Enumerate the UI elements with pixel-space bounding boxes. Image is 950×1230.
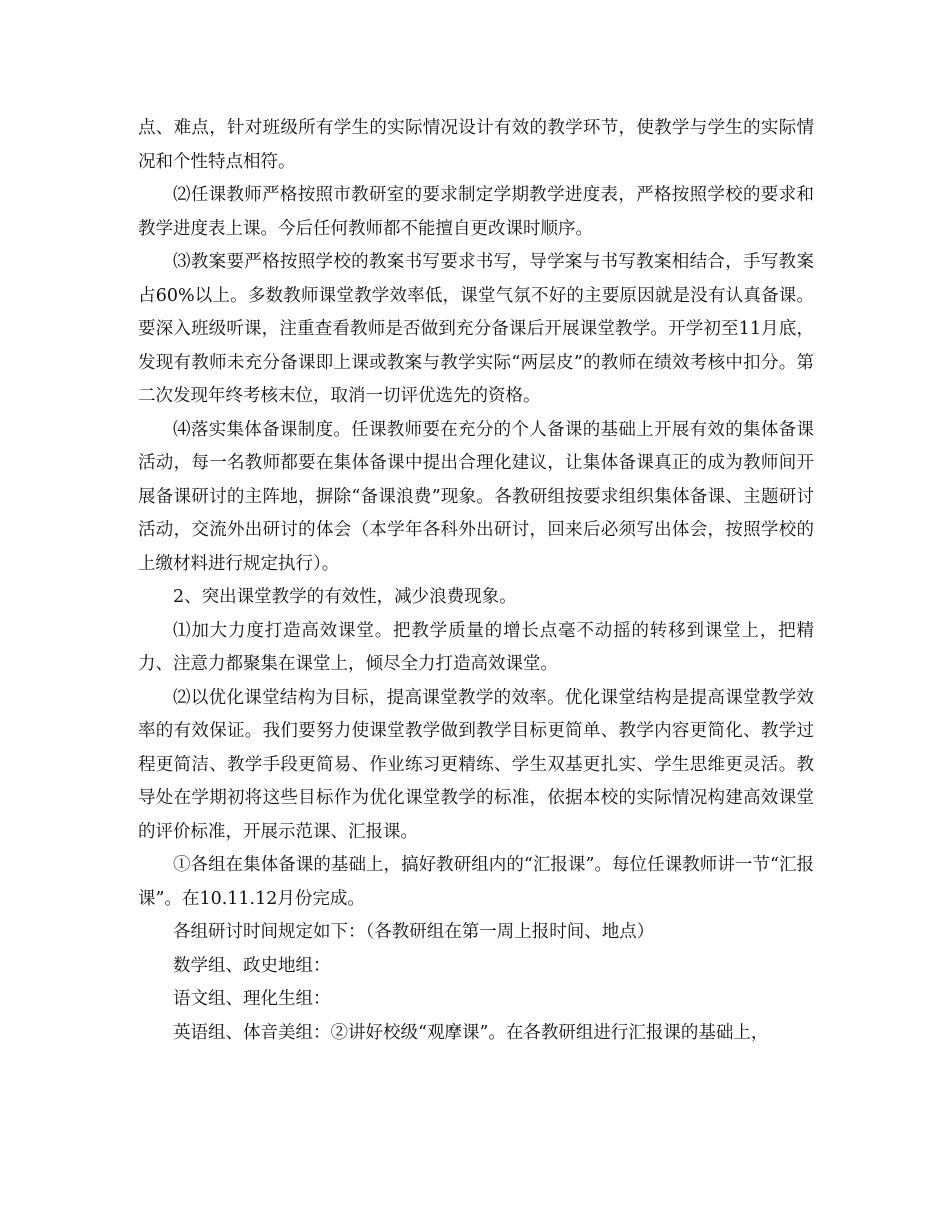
paragraph-lesson-plans: ⑶教案要严格按照学校的教案书写要求书写，导学案与书写教案相结合，手写教案占60%以上。多数教师课堂教学效率低，课堂气氛不好的主要原因就是没有认真备课。要深入班级听课，注重查看教师是否做到充分备课后开展课堂教学。开学初至11月底，发现有教师未充分备课即上课或教案与教学实际“两层皮”的教师在绩效考核中扣分。第二次发现年终考核末位，取消一切评优选先的资格。 [138, 252, 814, 406]
document-body [138, 112, 814, 1050]
paragraph-group-chinese: 语文组、理化生组： [173, 989, 331, 1009]
paragraph-teaching-schedule: ⑵任课教师严格按照市教研室的要求制定学期教学进度表，严格按照学校的要求和教学进度表上课。今后任何教师都不能擅自更改课时顺序。 [138, 185, 814, 239]
section-heading-classroom-effectiveness: 2、突出课堂教学的有效性，减少浪费现象。 [173, 587, 517, 607]
paragraph-optimize-structure: ⑵以优化课堂结构为目标，提高课堂教学的效率。优化课堂结构是提高课堂教学效率的有效保证。我们要努力使课堂教学做到教学目标更简单、教学内容更简化、教学过程更简洁、教学手段更简易、作业练习更精练、学生双基更扎实、学生思维更灵活。教导处在学期初将这些目标作为优化课堂教学的标准，依据本校的实际情况构建高效课堂的评价标准，开展示范课、汇报课。 [138, 687, 814, 842]
paragraph-group-math: 数学组、政史地组： [173, 955, 331, 976]
paragraph-efficient-classroom: ⑴加大力度打造高效课堂。把教学质量的增长点毫不动摇的转移到课堂上，把精力、注意力都聚集在课堂上，倾尽全力打造高效课堂。 [138, 620, 814, 674]
paragraph-group-english: 英语组、体音美组：②讲好校级“观摩课”。在各教研组进行汇报课的基础上， [173, 1022, 769, 1043]
paragraph-continuation: 点、难点，针对班级所有学生的实际情况设计有效的教学环节，使教学与学生的实际情况和个性特点相符。 [138, 118, 814, 172]
paragraph-schedule-rules: 各组研讨时间规定如下：（各教研组在第一周上报时间、地点） [173, 922, 655, 942]
paragraph-collective-preparation: ⑷落实集体备课制度。任课教师要在充分的个人备课的基础上开展有效的集体备课活动，每一名教师都要在集体备课中提出合理化建议，让集体备课真正的成为教师间开展备课研讨的主阵地，摒除“备课浪费”现象。各教研组按要求组织集体备课、主题研讨活动，交流外出研讨的体会（本学年各科外出研讨，回来后必须写出体会，按照学校的上缴材料进行规定执行）。 [138, 419, 814, 574]
paragraph-report-lessons: ①各组在集体备课的基础上，搞好教研组内的“汇报课”。每位任课教师讲一节“汇报课”。在10.11.12月份完成。 [138, 855, 814, 909]
